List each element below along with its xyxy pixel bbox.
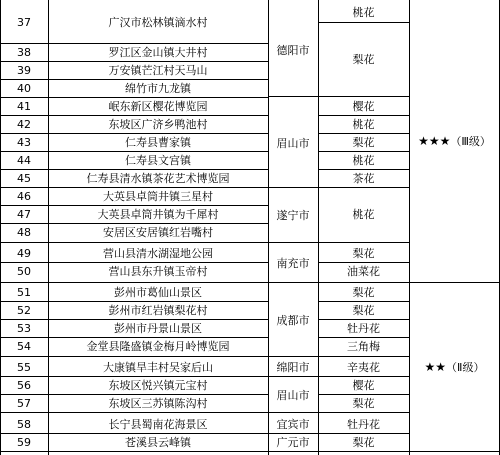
grid-line xyxy=(409,0,410,455)
grade-label: （Ⅲ级） xyxy=(450,134,491,148)
place-name: 绵竹市九龙镇 xyxy=(125,81,191,95)
grid-line xyxy=(318,242,409,243)
grid-line xyxy=(318,451,409,452)
row-number: 39 xyxy=(17,63,31,77)
grid-line xyxy=(0,433,268,434)
row-number: 46 xyxy=(17,189,31,203)
flower-type: 梨花 xyxy=(352,246,375,260)
grid-line xyxy=(409,451,500,452)
grid-line xyxy=(318,187,409,188)
grid-line xyxy=(318,356,409,357)
grid-line xyxy=(0,169,268,170)
place-name: 东坡区三苏镇陈沟村 xyxy=(108,396,208,410)
grid-line xyxy=(0,376,268,377)
grade-label: （Ⅱ级） xyxy=(446,360,485,374)
place-name: 彭州市葛仙山景区 xyxy=(114,285,202,299)
place-name: 广汉市松林镇滴水村 xyxy=(108,16,208,29)
row-number: 49 xyxy=(17,246,31,260)
place-name: 仁寿县曹家镇 xyxy=(125,135,191,149)
grid-line xyxy=(318,433,409,434)
grid-line xyxy=(268,242,318,243)
grid-line xyxy=(268,282,318,283)
city-meishan: 眉山市 xyxy=(276,388,310,402)
grid-line xyxy=(0,337,268,338)
row-number: 50 xyxy=(17,264,31,278)
grid-line xyxy=(318,22,409,23)
flower-type: 樱花 xyxy=(352,378,375,392)
grid-line xyxy=(318,301,409,302)
grid-line xyxy=(0,97,268,98)
grid-line xyxy=(0,115,268,116)
grid-line xyxy=(318,169,409,170)
grid-line xyxy=(318,115,409,116)
row-number: 45 xyxy=(17,171,31,185)
place-name: 仁寿县文宫镇 xyxy=(125,153,191,167)
row-number: 42 xyxy=(17,117,31,131)
row-number: 44 xyxy=(17,153,31,167)
row-number: 37 xyxy=(17,16,31,29)
flower-type: 油菜花 xyxy=(347,264,380,278)
row-number: 52 xyxy=(17,303,31,317)
row-number: 57 xyxy=(17,396,31,410)
flower-type: 三角梅 xyxy=(347,339,380,353)
place-name: 大英县卓筒井镇三星村 xyxy=(103,189,213,203)
grid-line xyxy=(0,394,268,395)
row-number: 43 xyxy=(17,135,31,149)
grid-line xyxy=(0,356,268,357)
grid-line xyxy=(268,376,318,377)
flower-type: 牡丹花 xyxy=(347,321,380,335)
grid-line xyxy=(268,451,318,452)
grid-line xyxy=(318,133,409,134)
grid-line xyxy=(318,412,409,413)
grid-line xyxy=(0,187,268,188)
place-name: 营山县东升镇玉帝村 xyxy=(108,264,208,278)
row-number: 55 xyxy=(17,360,31,374)
row-number: 47 xyxy=(17,207,31,221)
flower-type: 梨花 xyxy=(352,135,375,149)
place-name: 岷东新区樱花博览园 xyxy=(108,99,208,113)
place-name: 仁寿县清水镇茶花艺术博览园 xyxy=(86,171,230,185)
flower-type: 辛夷花 xyxy=(347,360,380,374)
grid-line xyxy=(0,0,1,455)
city-mianyang: 绵阳市 xyxy=(276,360,310,374)
row-number: 48 xyxy=(17,225,31,239)
grade-two xyxy=(409,356,500,378)
place-name: 大英县卓筒井镇为千犀村 xyxy=(97,207,219,221)
place-name: 营山县清水湖湿地公园 xyxy=(103,246,213,260)
grid-line xyxy=(268,0,269,455)
place-name: 万安镇芒江村天马山 xyxy=(108,63,208,77)
star-rating-icon: ★★ xyxy=(424,360,447,374)
place-name: 东坡区悦兴镇元宝村 xyxy=(108,378,208,392)
city-deyang: 德阳市 xyxy=(276,43,310,57)
city-nanchong: 南充市 xyxy=(276,256,310,270)
grid-line xyxy=(268,433,318,434)
grid-line xyxy=(0,151,268,152)
grid-line xyxy=(268,356,318,357)
place-name: 彭州市丹景山景区 xyxy=(114,321,202,335)
row-number: 51 xyxy=(17,285,31,299)
grid-line xyxy=(0,301,268,302)
row-number: 40 xyxy=(17,81,31,95)
grid-line xyxy=(318,0,319,455)
grid-line xyxy=(0,412,268,413)
grid-line xyxy=(0,79,268,80)
grid-line xyxy=(318,282,409,283)
flower-type: 梨花 xyxy=(352,396,375,410)
grid-line xyxy=(318,337,409,338)
flower-type: 桃花 xyxy=(352,5,375,19)
grid-line xyxy=(0,133,268,134)
city-chengdu: 成都市 xyxy=(276,313,310,327)
flower-type: 樱花 xyxy=(352,99,375,113)
grid-line xyxy=(409,282,500,283)
place-name: 金堂县隆盛镇金梅月岭博览园 xyxy=(86,339,230,353)
flower-type: 牡丹花 xyxy=(347,417,380,431)
grid-line xyxy=(318,262,409,263)
row-number: 38 xyxy=(17,45,31,59)
row-number: 58 xyxy=(17,417,31,431)
city-yibin: 宜宾市 xyxy=(276,417,310,431)
place-name: 苍溪县云峰镇 xyxy=(125,435,191,449)
flower-type: 梨花 xyxy=(352,303,375,317)
grid-line xyxy=(268,96,318,97)
grid-line xyxy=(318,151,409,152)
flower-type: 桃花 xyxy=(352,153,375,167)
flower-type: 梨花 xyxy=(352,52,375,66)
place-name: 东坡区广济乡鸭池村 xyxy=(108,117,208,131)
row-number: 56 xyxy=(17,378,31,392)
row-number: 53 xyxy=(17,321,31,335)
grid-line xyxy=(0,451,268,452)
grid-line xyxy=(318,376,409,377)
grid-line xyxy=(318,96,409,97)
grid-line xyxy=(48,0,49,455)
grid-line xyxy=(318,394,409,395)
grid-line xyxy=(0,61,268,62)
row-number: 59 xyxy=(17,435,31,449)
grid-line xyxy=(0,223,268,224)
flower-type: 梨花 xyxy=(352,285,375,299)
place-name: 罗江区金山镇大井村 xyxy=(108,45,208,59)
flower-type: 梨花 xyxy=(352,435,375,449)
flower-type: 桃花 xyxy=(352,117,375,131)
flower-type: 桃花 xyxy=(352,207,375,221)
place-name: 大康镇旱丰村吴家后山 xyxy=(103,360,213,374)
grid-line xyxy=(0,242,268,243)
place-name: 长宁县蜀南花海景区 xyxy=(108,417,208,431)
city-meishan: 眉山市 xyxy=(276,136,310,150)
grid-line xyxy=(0,43,268,44)
grid-line xyxy=(268,187,318,188)
grid-line xyxy=(0,319,268,320)
grid-line xyxy=(268,412,318,413)
place-name: 彭州市红岩镇梨花村 xyxy=(108,303,208,317)
place-name: 安居区安居镇红岩嘴村 xyxy=(103,225,213,239)
flower-type: 茶花 xyxy=(352,171,375,185)
row-number: 41 xyxy=(17,99,31,113)
grade-three xyxy=(409,130,500,152)
city-guangyuan: 广元市 xyxy=(276,435,310,449)
grid-line xyxy=(0,205,268,206)
row-number: 54 xyxy=(17,339,31,353)
city-suining: 遂宁市 xyxy=(276,208,310,222)
star-rating-icon: ★★★ xyxy=(418,134,451,148)
grid-line xyxy=(0,282,268,283)
grid-line xyxy=(0,262,268,263)
grid-line xyxy=(318,319,409,320)
